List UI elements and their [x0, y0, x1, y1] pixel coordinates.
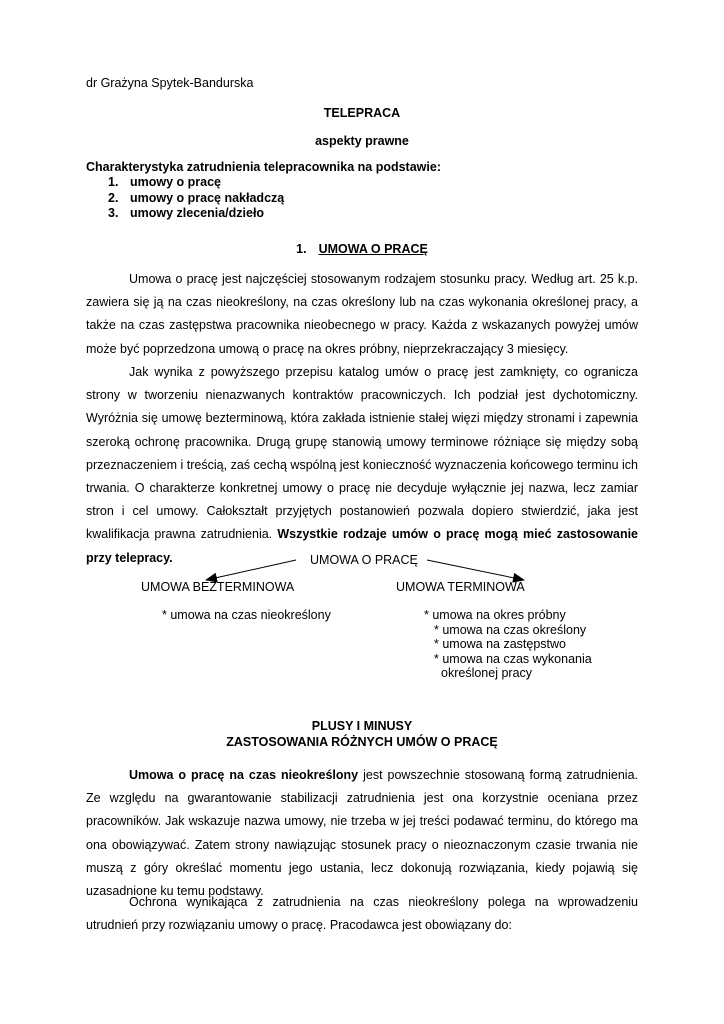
- paragraph-3: Umowa o pracę na czas nieokreślony jest powszechnie stosowaną formą zatrudnienia. Ze względu na gwarantowanie stabilizacji zatrudnienia jest ona korzystnie oceniana przez pracowników. Jak wskazuje nazwa umowy, nie trzeba w jej treści podawać terminu, do którego ma ona obowiązywać. Zatem strony nawiązując stosunek pracy o nieoznaczonym czasie trwania nie muszą z góry określać momentu jego ustania, lecz dokonują rozwiązania, kiedy pojawią się uzasadnione ku temu podstawy.: [86, 768, 638, 899]
- paragraph-1: Umowa o pracę jest najczęściej stosowanym rodzajem stosunku pracy. Według art. 25 k.p. zawiera się ją na czas nieokreślony, na czas określony lub na czas wykonania określonej pracy, a także na czas zastępstwa pracownika nieobecnego w pracy. Każda z wskazanych powyżej umów może być poprzedzona umową o pracę na okres próbny, nieprzekraczający 3 miesięcy.: [86, 272, 638, 356]
- arrow-left: [206, 560, 296, 580]
- diagram-right: UMOWA TERMINOWA: [396, 580, 525, 594]
- diagram-left: UMOWA BEZTERMINOWA: [141, 580, 295, 594]
- section-heading: 1. UMOWA O PRACĘ: [296, 242, 428, 256]
- list-item: 1. umowy o pracę: [108, 175, 221, 189]
- arrow-right: [427, 560, 524, 580]
- list-item: 3. umowy zlecenia/dzieło: [108, 206, 265, 220]
- author: dr Grażyna Spytek-Bandurska: [86, 76, 254, 90]
- diagram-root: UMOWA O PRACĘ: [310, 553, 418, 567]
- paragraph-4: Ochrona wynikająca z zatrudnienia na czas nieokreślony polega na wprowadzeniu utrudnień przy rozwiązaniu umowy o pracę. Pracodawca jest obowiązany do:: [86, 895, 638, 933]
- document-subtitle: aspekty prawne: [315, 134, 409, 148]
- intro-heading: Charakterystyka zatrudnienia telepracownika na podstawie:: [86, 160, 441, 174]
- document-title: TELEPRACA: [323, 106, 401, 120]
- diagram-right-items: * umowa na okres próbny * umowa na czas określony * umowa na zastępstwo * umowa na czas wykonania określonej pracy: [424, 608, 592, 680]
- pros-cons-heading: PLUSY I MINUSY ZASTOSOWANIA RÓŻNYCH UMÓW O PRACĘ: [226, 719, 498, 749]
- paragraph-2: Jak wynika z powyższego przepisu katalog umów o pracę jest zamknięty, co ogranicza strony w tworzeniu nienazwanych kontraktów pracowniczych. Ich podział jest dychotomiczny. Wyróżnia się umowę bezterminową, która zakłada istnienie stałej więzi między stronami i zapewnia szeroką ochronę pracownika. Drugą grupę stanowią umowy terminowe różniące się między sobą przeznaczeniem i treścią, zaś cechą wspólną jest konieczność wyznaczenia końcowego terminu ich trwania. O charakterze konkretnej umowy o pracę nie decyduje wyłącznie jej nazwa, lecz zamiar stron i cel umowy. Całokształt przyjętych postanowień pozwala dopiero stwierdzić, jaka jest kwalifikacja prawna zatrudnienia. Wszystkie rodzaje umów o pracę mogą mieć zastosowanie przy telepracy.: [86, 365, 639, 565]
- list-item: 2. umowy o pracę nakładczą: [108, 190, 285, 205]
- diagram-left-item: * umowa na czas nieokreślony: [162, 608, 331, 622]
